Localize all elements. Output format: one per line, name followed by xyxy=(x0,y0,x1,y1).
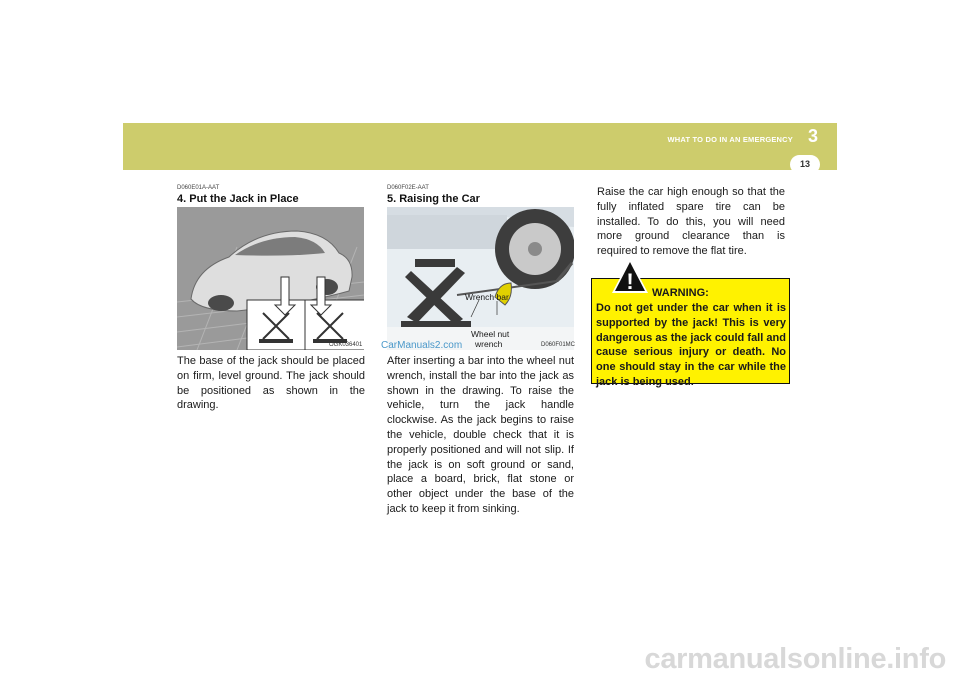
callout-wrench-bar: Wrench bar xyxy=(465,292,509,302)
watermark-small: CarManuals2.com xyxy=(381,340,463,351)
chapter-number: 3 xyxy=(807,126,818,146)
warning-text: Do not get under the car when it is supported by the jack! This is very dangerous as the jack could fall and cause serious injury or death. No one should stay in the car while the jack is being used. xyxy=(596,302,786,388)
section-heading: 4. Put the Jack in Place xyxy=(177,193,299,205)
section-heading: 5. Raising the Car xyxy=(387,193,480,205)
watermark-large: carmanualsonline.info xyxy=(644,643,946,675)
section-body-text: After inserting a bar into the wheel nut wrench, install the bar into the jack as shown in the drawing. To raise the vehicle, turn the jack handle clockwise. As the jack begins to raise the vehicle, double check that it is properly positioned and will not slip. If the jack is on soft ground or sand, place a board, brick, flat stone or other object under the base of the jack to keep it from sinking. xyxy=(387,355,574,515)
section-code: D060E01A-AAT xyxy=(177,185,220,191)
warning-title: WARNING: xyxy=(652,287,709,299)
chapter-header-band xyxy=(123,123,837,170)
figure-code: D060F01MC xyxy=(541,342,576,348)
figure-code: OGK036401 xyxy=(329,342,363,348)
chapter-label: WHAT TO DO IN AN EMERGENCY xyxy=(667,135,793,144)
section-code: D060F02E-AAT xyxy=(387,185,429,191)
section-body-text: Raise the car high enough so that the fully inflated spare tire can be installed. To do this, you will need more ground clearance than is required to remove the flat tire. xyxy=(597,186,785,258)
page-number: 13 xyxy=(790,155,820,174)
callout-wrench: wrench xyxy=(475,339,503,349)
warning-exclamation: ! xyxy=(626,269,634,294)
callout-wheel-nut: Wheel nut xyxy=(471,329,510,339)
warning-triangle-icon xyxy=(610,257,650,295)
section-body-text: The base of the jack should be placed on firm, level ground. The jack should be positioned as shown in the drawing. xyxy=(177,355,365,412)
car-jack-position-figure xyxy=(177,207,364,350)
